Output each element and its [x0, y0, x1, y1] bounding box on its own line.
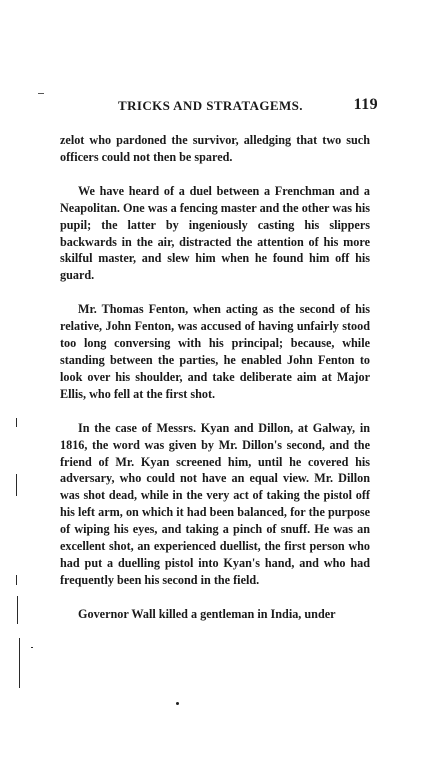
paragraph-frenchman-duel: We have heard of a duel between a Frenchman and a Neapolitan. One was a fencing master and the other was his pupil; the latter by ingeniously casting his slippers backwards in the air, distracted the attention of his more skilful master, and slew him when he found him off his guard.	[60, 183, 370, 283]
margin-scan-mark	[19, 638, 20, 688]
paragraph-gap	[60, 403, 370, 420]
paragraph-gap	[60, 589, 370, 606]
margin-scan-mark	[31, 647, 33, 648]
page-number: 119	[353, 96, 378, 113]
running-title: TRICKS AND STRATAGEMS.	[118, 98, 303, 113]
margin-scan-mark	[17, 596, 18, 624]
paragraph-continued: zelot who pardoned the survivor, alledging that two such officers could not then be spared.	[60, 133, 370, 164]
paragraph-fenton: Mr. Thomas Fenton, when acting as the second of his relative, John Fenton, was accused of having unfairly stood too long conversing with his principal; because, while standing between the parties, he enabled John Fenton to look over his shoulder, and take deliberate aim at Major Ellis, who fell at the first shot.	[60, 302, 370, 401]
paragraph-gap	[60, 166, 370, 183]
page-body	[60, 132, 370, 623]
margin-scan-mark	[16, 418, 17, 427]
paragraph-gap	[60, 284, 370, 301]
paragraph-kyan-dillon: In the case of Messrs. Kyan and Dillon, at Galway, in 1816, the word was given by Mr. Dillon's second, and the friend of Mr. Kyan screened him, until he covered his adversary, who could not have an equal view. Mr. Dillon was shot dead, while in the very act of taking the pistol off his left arm, on which it had been balanced, for the purpose of wiping his eyes, and taking a pinch of snuff. He was an excellent shot, an experienced duellist, the first person who had put a duelling pistol into Kyan's hand, and who had frequently been his second in the field.	[60, 420, 370, 587]
margin-scan-mark	[16, 474, 17, 496]
margin-scan-mark	[16, 575, 17, 585]
paragraph-governor-wall: Governor Wall killed a gentleman in India, under	[78, 606, 336, 621]
top-margin-dash	[38, 93, 44, 94]
bottom-ink-dot	[176, 702, 179, 705]
